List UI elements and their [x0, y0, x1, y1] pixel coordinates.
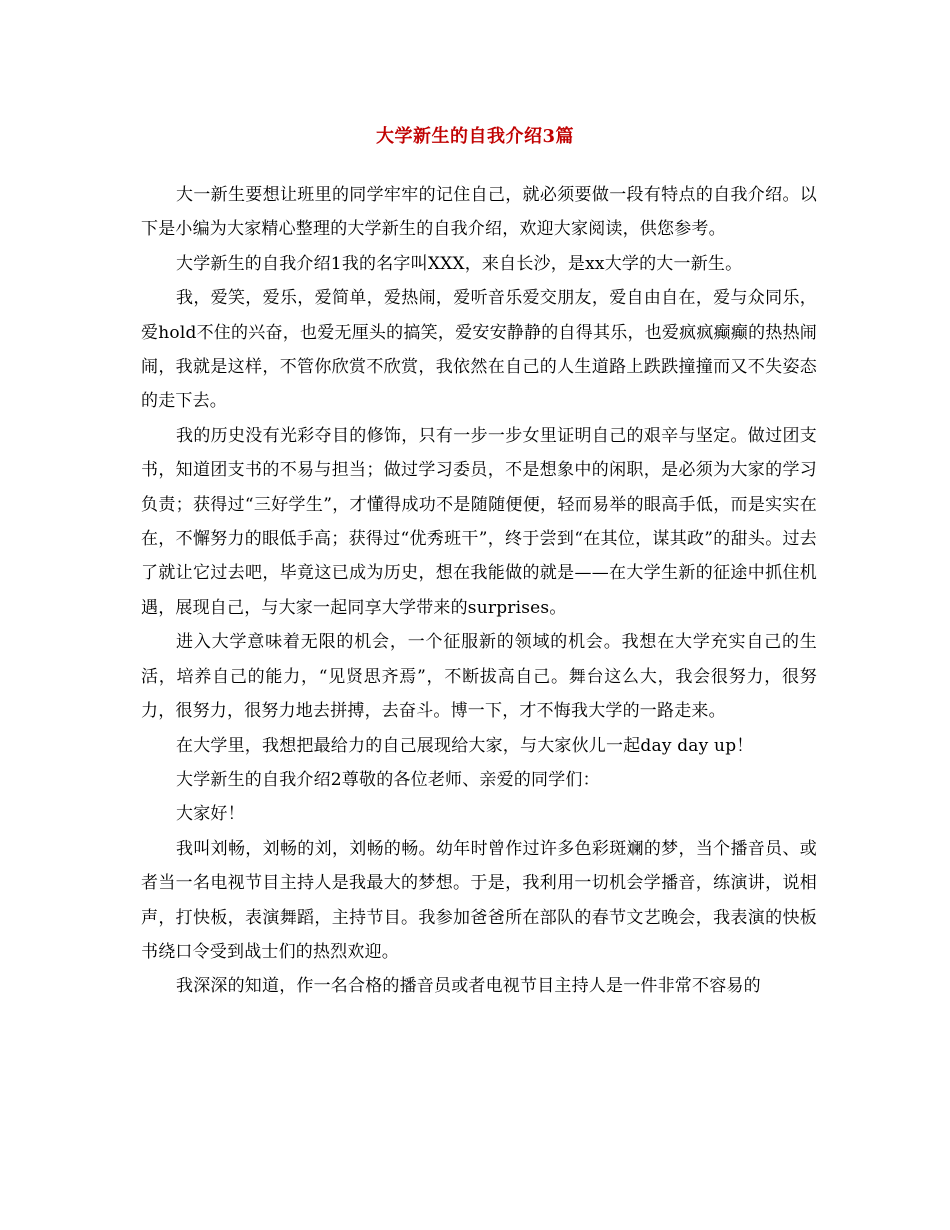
paragraph: 进入大学意味着无限的机会，一个征服新的领域的机会。我想在大学充实自己的生活，培养自己的能力，“见贤思齐焉”，不断拔高自己。舞台这么大，我会很努力，很努力，很努力，很努力地去拼搏，去奋斗。博一下，才不悔我大学的一路走来。 — [141, 632, 817, 722]
paragraph: 我，爱笑，爱乐，爱简单，爱热闹，爱听音乐爱交朋友，爱自由自在，爱与众同乐，爱hold不住的兴奋，也爱无厘头的搞笑，爱安安静静的自得其乐，也爱疯疯癫癫的热热闹闹，我就是这样，不管你欣赏不欣赏，我依然在自己的人生道路上跌跌撞撞而又不失姿态的走下去。 — [141, 288, 817, 412]
paragraph: 我深深的知道，作一名合格的播音员或者电视节目主持人是一件非常不容易的 — [176, 976, 761, 997]
paragraph: 大家好！ — [176, 804, 245, 825]
paragraph: 我的历史没有光彩夺目的修饰，只有一步一步女里证明自己的艰辛与坚定。做过团支书，知道团支书的不易与担当；做过学习委员，不是想象中的闲职，是必须为大家的学习负责；获得过“三好学生”，才懂得成功不是随随便便，轻而易举的眼高手低，而是实实在在，不懈努力的眼低手高；获得过“优秀班干”，终于尝到“在其位，谋其政”的甜头。过去了就让它过去吧，毕竟这已成为历史，想在我能做的就是——在大学生新的征途中抓住机遇，展现自己，与大家一起同享大学带来的surprises。 — [141, 425, 817, 618]
paragraph: 我叫刘畅，刘畅的刘，刘畅的畅。幼年时曾作过许多色彩斑斓的梦，当个播音员、或者当一名电视节目主持人是我最大的梦想。于是，我利用一切机会学播音，练演讲，说相声，打快板，表演舞蹈，主持节目。我参加爸爸所在部队的春节文艺晚会，我表演的快板书绕口令受到战士们的热烈欢迎。 — [141, 838, 817, 962]
paragraph: 大学新生的自我介绍2尊敬的各位老师、亲爱的同学们： — [176, 769, 600, 790]
document-body — [141, 178, 817, 1004]
paragraph: 在大学里，我想把最给力的自己展现给大家，与大家伙儿一起day day up！ — [176, 735, 754, 756]
paragraph: 大学新生的自我介绍1我的名字叫XXX，来自长沙，是xx大学的大一新生。 — [176, 253, 743, 274]
paragraph: 大一新生要想让班里的同学牢牢的记住自己，就必须要做一段有特点的自我介绍。以下是小编为大家精心整理的大学新生的自我介绍，欢迎大家阅读，供您参考。 — [141, 185, 817, 240]
document-title: 大学新生的自我介绍3篇 — [375, 126, 575, 147]
